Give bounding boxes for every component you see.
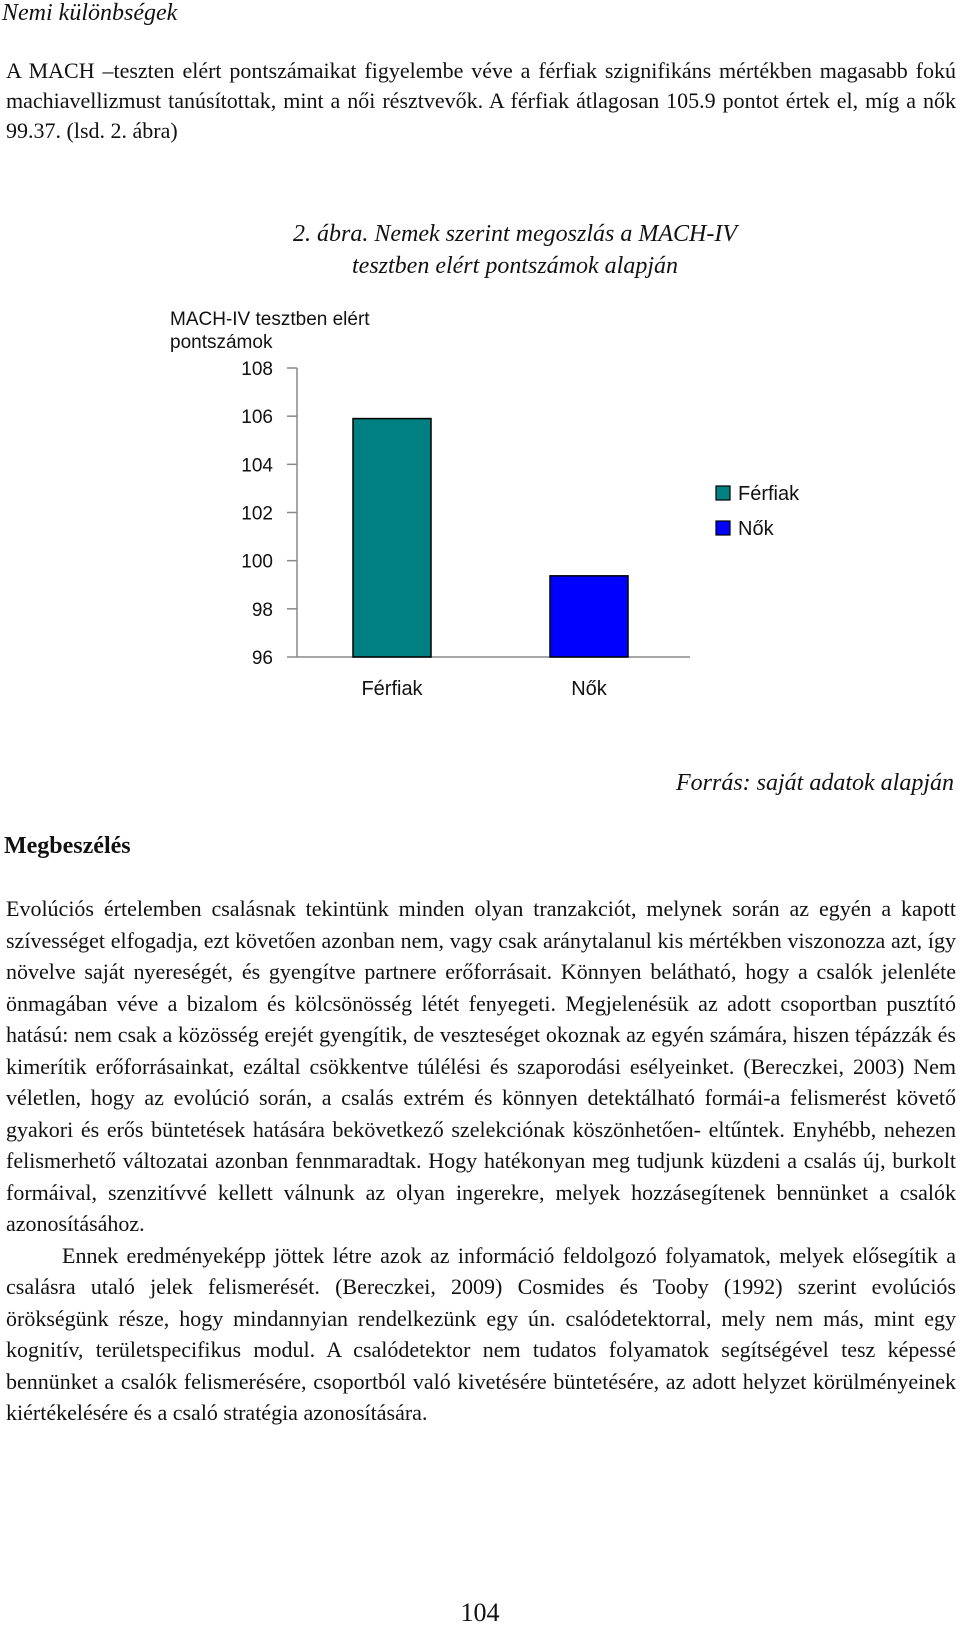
figure-number: 2. ábra. <box>293 221 369 247</box>
y-tick-label: 98 <box>251 599 273 621</box>
intro-paragraph: A MACH –teszten elért pontszámaikat figyelembe véve a férfiak szignifikáns mértékben magasabb fokú machiavellizmust tanúsítottak, mint a női résztvevők. A férfiak átlagosan 105.9 pontot értek el, míg a nők 99.37. (lsd. 2. ábra) <box>6 58 956 143</box>
y-tick-label: 102 <box>241 503 273 525</box>
y-tick-label: 108 <box>241 359 273 380</box>
body-paragraph: Ennek eredményeképp jöttek létre azok az információ feldolgozó folyamatok, melyek elősegítik a csalásra utaló jelek felismerését. (Bereczkei, 2009) Cosmides és Tooby (1992) szerint evolúciós örökségünk része, hogy mindannyian rendelkezünk egy ún. csalódetektorral, mely nem más, mint egy kognitív, területspecifikus modul. A csalódetektor nem tudatos folyamatok segítségével tesz képessé bennünket a csalók felismerésére, csoportból való kivetésére büntetésére, az adott helyzet körülményeinek kiértékelésére és a csaló stratégia azonosítására. <box>6 1242 956 1425</box>
y-tick-label: 96 <box>251 648 273 669</box>
legend-swatch <box>716 486 730 500</box>
discussion-body <box>6 893 956 1429</box>
bar <box>353 419 431 657</box>
legend-label: Nők <box>738 518 774 540</box>
x-tick-label: Nők <box>571 678 607 700</box>
legend-swatch <box>716 521 730 535</box>
y-axis-label: pontszámok <box>170 332 273 353</box>
figure-caption-text: Nemek szerint megoszlás a MACH-IV tesztben elért pontszámok alapján <box>352 221 737 279</box>
figure-caption <box>255 218 775 282</box>
discussion-heading: Megbeszélés <box>4 833 131 859</box>
y-tick-label: 106 <box>241 407 273 429</box>
figure-source: Forrás: saját adatok alapján <box>675 770 954 796</box>
page-number: 104 <box>460 1598 500 1627</box>
x-tick-label: Férfiak <box>361 678 423 700</box>
body-paragraph: Evolúciós értelemben csalásnak tekintünk minden olyan tranzakciót, melynek során az egyén a kapott szívességet elfogadja, ezt követően azonban nem, vagy csak aránytalanul kis mértékben viszonozza azt, így növelve saját nyereségét, és gyengítve partnere erőforrásait. Könnyen belátható, hogy a csalók jelenléte önmagában véve a bizalom és kölcsönösség létét fenyegeti. Megjelenésük az adott csoportban pusztító hatású: nem csak a közösség erejét gyengítik, de veszteséget okoznak az egyén számára, hiszen tépázzák és kimerítik erőforrásainkat, ezáltal csökkentve túlélési és szaporodási esélyeinket. (Bereczkei, 2003) Nem véletlen, hogy az evolúció során, a csalás extrém és könnyen detektálható formái-a felismerést követő gyakori és erős büntetések hatására bekövetkező szelekciónak köszönhetően- eltűntek. Enyhébb, nehezen felismerhető változatai azonban fennmaradtak. Hogy hatékonyan meg tudjunk küzdeni a csalás új, burkolt formáival, szenzitívvé kellett válnunk az olyan ingerekre, melyek hozzásegítenek bennünket a csalók azonosításához. <box>6 896 956 1236</box>
bar-chart <box>0 300 960 720</box>
legend-label: Férfiak <box>738 483 800 505</box>
bar <box>550 576 628 657</box>
y-tick-label: 100 <box>241 551 273 573</box>
y-axis-label: MACH-IV tesztben elért <box>170 309 370 330</box>
section-title: Nemi különbségek <box>2 0 178 26</box>
y-tick-label: 104 <box>241 455 273 477</box>
